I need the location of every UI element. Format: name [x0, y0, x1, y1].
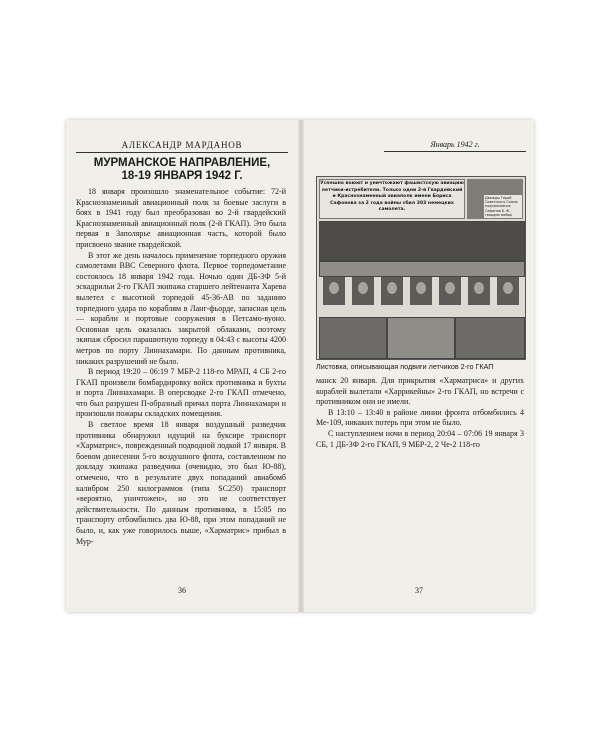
paragraph: В 13:10 – 13:40 в районе линии фронта отбомбились 4 Ме-109, никаких потерь при этом не было.	[316, 407, 524, 428]
page-number-right: 37	[415, 586, 423, 595]
pilots-group-photo	[319, 221, 525, 261]
leaflet-banner-text: Успешно воюют и уничтожают фашистскую авиацию летчики-истребители. Только одни 2-й Гвардейский и Краснознаменный авиаполк имени Бориса Сафонова за 2 года войны сбил 303 немецких самолета.	[319, 179, 465, 219]
aircraft-crash-photo	[455, 317, 525, 359]
paragraph: манск 20 января. Для прикрытия «Харматриса» и других кораблей вылетали «Харрикейны» 2-го ГКАП, но встречи с противником они не имели.	[316, 376, 524, 407]
running-head-date: Январь 1942 г.	[384, 140, 526, 152]
leaflet-corner-caption: Дважды Герой Советского Союза подполковник Сафонов Б. Ф., гвардии майор	[484, 195, 522, 218]
photo-caption: Листовка, описывающая подвиги летчиков 2-го ГКАП	[316, 362, 494, 371]
chapter-title-line-1: МУРМАНСКОЕ НАПРАВЛЕНИЕ,	[93, 157, 271, 169]
aircraft-wreck-photo	[319, 317, 387, 359]
book-spread	[66, 120, 534, 612]
paragraph: В светлое время 18 января воздушный разведчик противника обнаружил идущий на буксире транспорт «Харматрис», поврежденный подводной лодкой 17 января. В боевом донесении 5-го воздушного флота, составленном по докладу экипажа разведчика (очевидно, это был Ю-88), отмечено, что в результате двух попаданий авиабомб калибром 250 килограммов (типа SC250) транспорт «вероятно, уничтожен», но это не соответствует действительности. По данным противника, в 15:05 по транспорту отбомбились два Ю-88, при этом попаданий не было, и, как уже говорилось выше, «Харматрис» прибыл в Мур-	[76, 420, 286, 546]
pilot-portrait	[410, 277, 432, 305]
pilot-portrait	[352, 277, 374, 305]
aircraft-flight-photo	[387, 317, 455, 359]
left-page	[66, 120, 298, 612]
pilot-portrait	[497, 277, 519, 305]
paragraph: С наступлением ночи в период 20:04 – 07:06 19 января 3 СБ, 1 ДБ-3Ф 2-го ГКАП, 9 МБР-2, 2 Че-2 118-го	[316, 428, 524, 449]
page-number-left: 36	[178, 586, 186, 595]
pilot-portrait	[323, 277, 345, 305]
pilot-portrait	[381, 277, 403, 305]
paragraph: В период 19:20 – 06:19 7 МБР-2 118-го МРАП, 4 СБ 2-го ГКАП произвели бомбардировку войск противника и бухты и порта Линнахамари. В оперсводке 2-го ГКАП отмечено, что был разрушен П-образный причал порта Линнахамари и произошли пожары складских помещения.	[76, 367, 286, 419]
leaflet-corner-photo	[467, 179, 523, 219]
leaflet-image	[316, 176, 526, 360]
medals-photo-strip	[319, 261, 525, 277]
paragraph: 18 января произошло знаменательное событие: 72-й Краснознаменный авиационный полк за боевые заслуги в боях в 1941 году был преобразован во 2-й гвардейский Краснознаменный авиационный полк (2-й ГКАП). Это была первая в Заполярье авиационная часть, которой было присвоено звание гвардейской.	[76, 187, 286, 249]
chapter-title-line-2: 18-19 ЯНВАРЯ 1942 Г.	[121, 170, 243, 182]
chapter-title	[78, 157, 286, 183]
right-body-text	[316, 376, 524, 450]
right-page	[304, 120, 534, 612]
paragraph: В этот же день началось применение торпедного оружия самолетами ВВС Северного флота. Первое торпедометание состоялось 18 января 1942 года. Ночью один ДБ-3Ф 5-й эскадрильи 2-го ГКАП экипажа старшего лейтенанта Харева вылетел с высотной торпедой 45-36-АВ по заданию торпедного удара по кораблям в Ланг-фьорде, запасная цель — корабли и портовые сооружения в Петсамо-вуоно. Основная цель оказалась закрытой облаками, поэтому экипаж сбросил парашютную торпеду в 04:43 с высоты 4200 метров по порту Линнахамари. По данным противника, никаких разрушений не было.	[76, 250, 286, 366]
pilot-portrait	[439, 277, 461, 305]
running-head-author: АЛЕКСАНДР МАРДАНОВ	[76, 140, 288, 153]
pilot-portrait	[468, 277, 490, 305]
left-body-text	[76, 187, 286, 547]
